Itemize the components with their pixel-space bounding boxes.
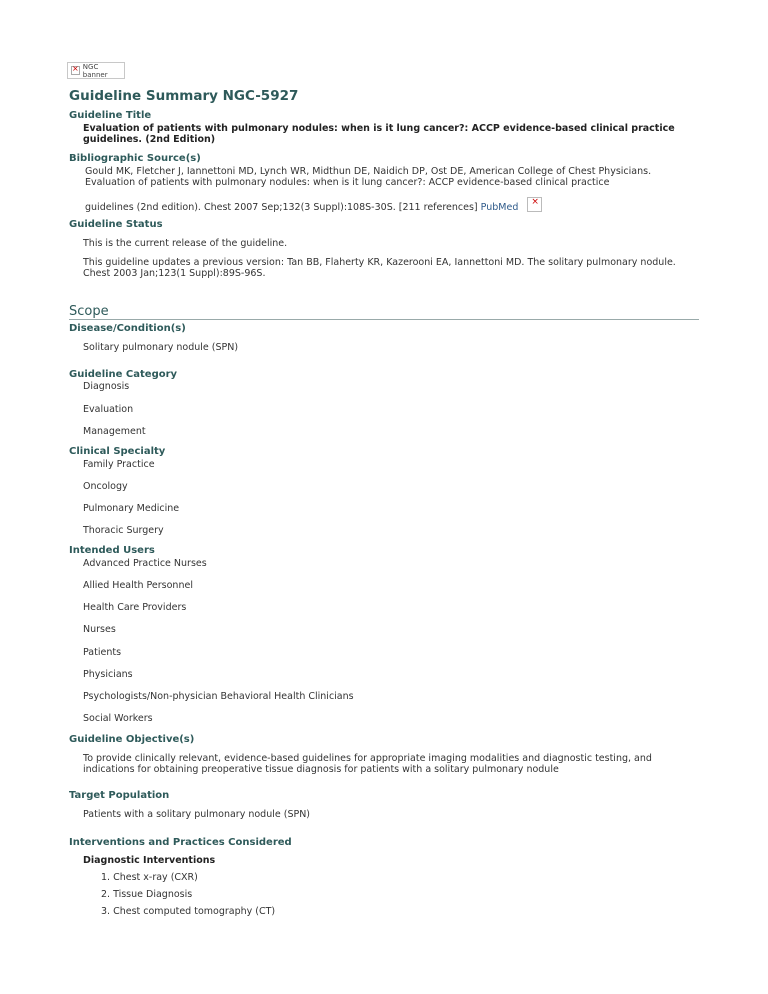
specialty-item: Family Practice (83, 459, 155, 470)
pubmed-broken-image-icon (527, 197, 542, 212)
users-item: Health Care Providers (83, 602, 187, 613)
population-text: Patients with a solitary pulmonary nodule (SPN) (83, 809, 311, 820)
status-text-previous: This guideline updates a previous version: Tan BB, Flaherty KR, Kazerooni EA, Iannettoni MD. The solitary pulmonary nodule. Chest 2003 Jan;123(1 Suppl):89S-96S. (83, 257, 676, 279)
specialty-item: Pulmonary Medicine (83, 503, 180, 514)
category-heading: Guideline Category (69, 369, 178, 380)
bibliographic-heading: Bibliographic Source(s) (69, 153, 201, 164)
ngc-banner-image (67, 62, 125, 79)
guideline-title-text: Evaluation of patients with pulmonary nodules: when is it lung cancer?: ACCP evidence-based clinical practice guidelines. (2nd Edition) (83, 123, 675, 145)
guideline-status-heading: Guideline Status (69, 219, 163, 230)
disease-heading: Disease/Condition(s) (69, 323, 186, 334)
users-item: Psychologists/Non-physician Behavioral Health Clinicians (83, 691, 354, 702)
specialty-item: Oncology (83, 481, 128, 492)
category-item: Management (83, 426, 146, 437)
users-item: Social Workers (83, 713, 153, 724)
page-title: Guideline Summary NGC-5927 (69, 88, 299, 104)
bibliographic-citation-text: guidelines (2nd edition). Chest 2007 Sep;132(3 Suppl):108S-30S. [211 references] (85, 202, 478, 213)
category-item: Evaluation (83, 404, 134, 415)
intervention-list-item: 2. Tissue Diagnosis (101, 889, 193, 900)
users-item: Allied Health Personnel (83, 580, 193, 591)
population-heading: Target Population (69, 790, 170, 801)
objective-text: To provide clinically relevant, evidence-based guidelines for appropriate imaging modalities and diagnostic testing, and indications for obtaining preoperative tissue diagnosis for patients with a solitary pulmonary nodule (83, 753, 652, 775)
users-item: Nurses (83, 624, 116, 635)
category-item: Diagnosis (83, 381, 130, 392)
users-item: Patients (83, 647, 122, 658)
objective-heading: Guideline Objective(s) (69, 734, 195, 745)
diagnostic-interventions-subheading: Diagnostic Interventions (83, 855, 216, 866)
guideline-title-heading: Guideline Title (69, 110, 152, 121)
status-text-current: This is the current release of the guideline. (83, 238, 288, 249)
users-item: Physicians (83, 669, 133, 680)
broken-image-icon (71, 66, 80, 75)
specialty-item: Thoracic Surgery (83, 525, 164, 536)
bibliographic-citation (85, 197, 700, 213)
specialty-heading: Clinical Specialty (69, 446, 166, 457)
pubmed-link[interactable]: PubMed (480, 202, 519, 213)
bibliographic-text: Gould MK, Fletcher J, Iannettoni MD, Lynch WR, Midthun DE, Naidich DP, Ost DE, American College of Chest Physicians. Evaluation of patients with pulmonary nodules: when is it lung cancer?: ACCP evidence-based clinical practice (85, 166, 652, 188)
disease-text: Solitary pulmonary nodule (SPN) (83, 342, 239, 353)
scope-divider (69, 319, 699, 320)
intervention-list-item: 1. Chest x-ray (CXR) (101, 872, 198, 883)
users-item: Advanced Practice Nurses (83, 558, 207, 569)
interventions-heading: Interventions and Practices Considered (69, 837, 292, 848)
scope-heading: Scope (69, 304, 109, 319)
intervention-list-item: 3. Chest computed tomography (CT) (101, 906, 276, 917)
users-heading: Intended Users (69, 545, 155, 556)
banner-alt-text: NGC banner (82, 62, 108, 79)
